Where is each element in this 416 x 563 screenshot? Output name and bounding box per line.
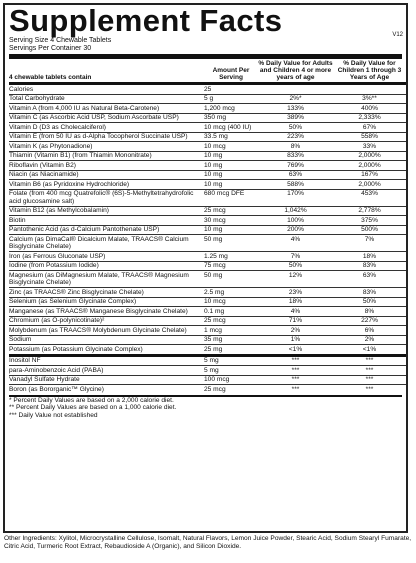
nutrient-name: Calories [9, 84, 204, 95]
dv-adults: 7% [258, 252, 333, 262]
table-row [9, 189, 406, 206]
dv-children: 67% [333, 123, 406, 133]
dv-adults: 23% [258, 288, 333, 298]
nutrient-amount: 5 g [204, 94, 258, 104]
footnotes [9, 397, 402, 420]
nutrient-name: Zinc (as TRAACS® Zinc Bisglycinate Chelate) [9, 288, 204, 298]
nutrient-name: para-Aminobenzoic Acid (PABA) [9, 366, 204, 376]
dv-adults: 769% [258, 161, 333, 171]
nutrient-amount: 0.1 mg [204, 307, 258, 317]
table-row [9, 288, 406, 298]
nutrient-name: Calcium (as DimaCal® Dicalcium Malate, TRAACS® Calcium Bisglycinate Chelate) [9, 235, 204, 252]
nutrient-name: Manganese (as TRAACS® Manganese Bisglycinate Chelate) [9, 307, 204, 317]
nutrient-name: Folate (from 400 mcg Quatrefolic® (6S)-5-Methyltetrahydrofolic acid glucosamine salt) [9, 189, 204, 206]
dv-adults: 2% [258, 326, 333, 336]
table-row [9, 216, 406, 226]
table-row [9, 271, 406, 288]
dv-children: 558% [333, 132, 406, 142]
dv-children: *** [333, 366, 406, 376]
footnote: *** Daily Value not established [9, 411, 98, 419]
nutrient-name: Magnesium (as DiMagnesium Malate, TRAACS® Magnesium Bisglycinate Chelate) [9, 271, 204, 288]
nutrient-name: Pantothenic Acid (as d-Calcium Pantothenate USP) [9, 225, 204, 235]
nutrient-amount: 5 mg [204, 366, 258, 376]
nutrient-amount: 50 mg [204, 271, 258, 288]
dv-adults: 588% [258, 180, 333, 190]
dv-adults: 4% [258, 235, 333, 252]
footnote: ** Percent Daily Values are based on a 1,000 calorie diet. [9, 404, 177, 412]
table-row [9, 375, 406, 385]
table-row [9, 142, 406, 152]
table-row [9, 113, 406, 123]
nutrient-amount: 1.25 mg [204, 252, 258, 262]
table-header [9, 59, 406, 84]
table-row [9, 385, 406, 394]
table-row [9, 355, 406, 366]
version-code: V12 [392, 32, 403, 38]
nutrient-amount: 50 mg [204, 235, 258, 252]
nutrient-name: Biotin [9, 216, 204, 226]
dv-adults: <1% [258, 345, 333, 356]
dv-adults: *** [258, 385, 333, 394]
nutrient-name: Boron (as Bororganic™ Glycine) [9, 385, 204, 394]
nutrient-name: Total Carbohydrate [9, 94, 204, 104]
table-row [9, 161, 406, 171]
dv-adults: 100% [258, 216, 333, 226]
table-row [9, 297, 406, 307]
nutrient-amount: 25 mcg [204, 206, 258, 216]
nutrient-name: Vitamin E (from 50 IU as d-Alpha Tocopherol Succinate USP) [9, 132, 204, 142]
nutrient-amount: 25 [204, 84, 258, 95]
nutrient-amount: 5 mg [204, 355, 258, 366]
dv-children: 2,778% [333, 206, 406, 216]
nutrient-amount: 10 mcg [204, 142, 258, 152]
table-row [9, 261, 406, 271]
dv-children: 400% [333, 104, 406, 114]
table-row [9, 316, 406, 326]
dv-adults: 8% [258, 142, 333, 152]
table-row [9, 84, 406, 95]
dv-adults: 50% [258, 261, 333, 271]
dv-children: 83% [333, 261, 406, 271]
dv-children: 8% [333, 307, 406, 317]
dv-children: 2% [333, 335, 406, 345]
nutrient-name: Vitamin A (from 4,000 IU as Natural Beta-Carotene) [9, 104, 204, 114]
dv-adults: 1,042% [258, 206, 333, 216]
nutrient-amount: 10 mcg [204, 297, 258, 307]
table-row [9, 123, 406, 133]
dv-children: 3%** [333, 94, 406, 104]
dv-children: 50% [333, 297, 406, 307]
dv-adults: 4% [258, 307, 333, 317]
dv-children: 6% [333, 326, 406, 336]
dv-adults [258, 84, 333, 95]
nutrient-name: Vitamin K (as Phytonadione) [9, 142, 204, 152]
dv-adults: 63% [258, 170, 333, 180]
nutrient-amount: 25 mcg [204, 385, 258, 394]
nutrient-amount: 10 mg [204, 151, 258, 161]
dv-adults: 389% [258, 113, 333, 123]
dv-children: 2,000% [333, 180, 406, 190]
nutrient-amount: 25 mg [204, 345, 258, 356]
nutrient-amount: 10 mg [204, 170, 258, 180]
dv-adults: 833% [258, 151, 333, 161]
table-row [9, 307, 406, 317]
dv-adults: 2%* [258, 94, 333, 104]
dv-adults: 170% [258, 189, 333, 206]
dv-children: *** [333, 375, 406, 385]
footnote: * Percent Daily Values are based on a 2,000 calorie diet. [9, 396, 174, 404]
dv-children: 63% [333, 271, 406, 288]
nutrient-amount: 100 mcg [204, 375, 258, 385]
nutrient-name: Inositol NF [9, 355, 204, 366]
dv-children: 2,333% [333, 113, 406, 123]
supplement-facts-panel [3, 3, 408, 533]
nutrient-amount: 2.5 mg [204, 288, 258, 298]
nutrient-name: Riboflavin (Vitamin B2) [9, 161, 204, 171]
dv-children: 7% [333, 235, 406, 252]
dv-children: *** [333, 355, 406, 366]
nutrient-amount: 33.5 mg [204, 132, 258, 142]
dv-adults: *** [258, 366, 333, 376]
nutrient-name: Niacin (as Niacinamide) [9, 170, 204, 180]
nutrient-name: Thiamin (Vitamin B1) (from Thiamin Mononitrate) [9, 151, 204, 161]
nutrient-amount: 1,200 mcg [204, 104, 258, 114]
other-ingredients: Other Ingredients: Xylitol, Microcrystalline Cellulose, Isomalt, Natural Flavors, Lemon Juice Powder, Stearic Acid, Sodium Stearyl Fumarate, Citric Acid, Turmeric Root Extract, Rebaudioside A (Organic), and Silicon Dioxide. [4, 535, 412, 550]
dv-adults: 12% [258, 271, 333, 288]
dv-children: 18% [333, 252, 406, 262]
table-row [9, 366, 406, 376]
nutrient-amount: 75 mcg [204, 261, 258, 271]
dv-children: 500% [333, 225, 406, 235]
panel-title: Supplement Facts [9, 3, 283, 38]
header-dv-children: % Daily Value for Children 1 through 3 Years of Age [337, 59, 402, 81]
nutrient-name: Vitamin C (as Ascorbic Acid USP, Sodium Ascorbate USP) [9, 113, 204, 123]
nutrient-amount: 10 mg [204, 180, 258, 190]
nutrient-name: Chromium (as O-polynicotinate)² [9, 316, 204, 326]
nutrient-name: Molybdenum (as TRAACS® Molybdenum Glycinate Chelate) [9, 326, 204, 336]
dv-children: 375% [333, 216, 406, 226]
dv-children: *** [333, 385, 406, 394]
serving-size: Serving Size 4 Chewable Tablets [9, 37, 112, 44]
nutrient-amount: 10 mcg (400 IU) [204, 123, 258, 133]
nutrient-name: Vitamin B12 (as Methylcobalamin) [9, 206, 204, 216]
table-row [9, 94, 406, 104]
dv-adults: 133% [258, 104, 333, 114]
nutrient-amount: 680 mcg DFE [204, 189, 258, 206]
table-row [9, 326, 406, 336]
nutrient-amount: 30 mcg [204, 216, 258, 226]
nutrient-name: Iodine (from Potassium Iodide) [9, 261, 204, 271]
nutrient-table [9, 59, 406, 394]
nutrient-name: Iron (as Ferrous Gluconate USP) [9, 252, 204, 262]
dv-children: 33% [333, 142, 406, 152]
dv-children: 2,000% [333, 151, 406, 161]
table-row [9, 335, 406, 345]
table-row [9, 104, 406, 114]
dv-children: 227% [333, 316, 406, 326]
nutrient-name: Vanadyl Sulfate Hydrate [9, 375, 204, 385]
dv-adults: 200% [258, 225, 333, 235]
dv-children: 83% [333, 288, 406, 298]
table-row [9, 151, 406, 161]
dv-children: 167% [333, 170, 406, 180]
nutrient-amount: 350 mg [204, 113, 258, 123]
nutrient-name: Sodium [9, 335, 204, 345]
table-row [9, 235, 406, 252]
table-row [9, 132, 406, 142]
table-row [9, 225, 406, 235]
nutrient-amount: 25 mcg [204, 316, 258, 326]
dv-children [333, 84, 406, 95]
nutrient-amount: 35 mg [204, 335, 258, 345]
table-row [9, 252, 406, 262]
nutrient-name: Potassium (as Potassium Glycinate Complex) [9, 345, 204, 356]
nutrient-name: Vitamin D (D3 as Cholecalciferol) [9, 123, 204, 133]
table-row [9, 206, 406, 216]
dv-children: 2,000% [333, 161, 406, 171]
dv-adults: 1% [258, 335, 333, 345]
dv-children: 453% [333, 189, 406, 206]
header-contents: 4 chewable tablets contain [9, 73, 92, 81]
nutrient-amount: 10 mg [204, 161, 258, 171]
dv-adults: 71% [258, 316, 333, 326]
dv-adults: 50% [258, 123, 333, 133]
dv-adults: *** [258, 375, 333, 385]
servings-per-container: Servings Per Container 30 [9, 45, 92, 52]
table-row [9, 180, 406, 190]
table-row [9, 170, 406, 180]
nutrient-name: Vitamin B6 (as Pyridoxine Hydrochloride) [9, 180, 204, 190]
dv-adults: *** [258, 355, 333, 366]
nutrient-amount: 1 mcg [204, 326, 258, 336]
dv-children: <1% [333, 345, 406, 356]
header-amount: Amount Per Serving [212, 66, 250, 81]
nutrient-amount: 10 mg [204, 225, 258, 235]
dv-adults: 18% [258, 297, 333, 307]
table-row [9, 345, 406, 356]
nutrient-name: Selenium (as Selenium Glycinate Complex) [9, 297, 204, 307]
dv-adults: 223% [258, 132, 333, 142]
header-dv-adults: % Daily Value for Adults and Children 4 or more years of age [258, 59, 333, 81]
